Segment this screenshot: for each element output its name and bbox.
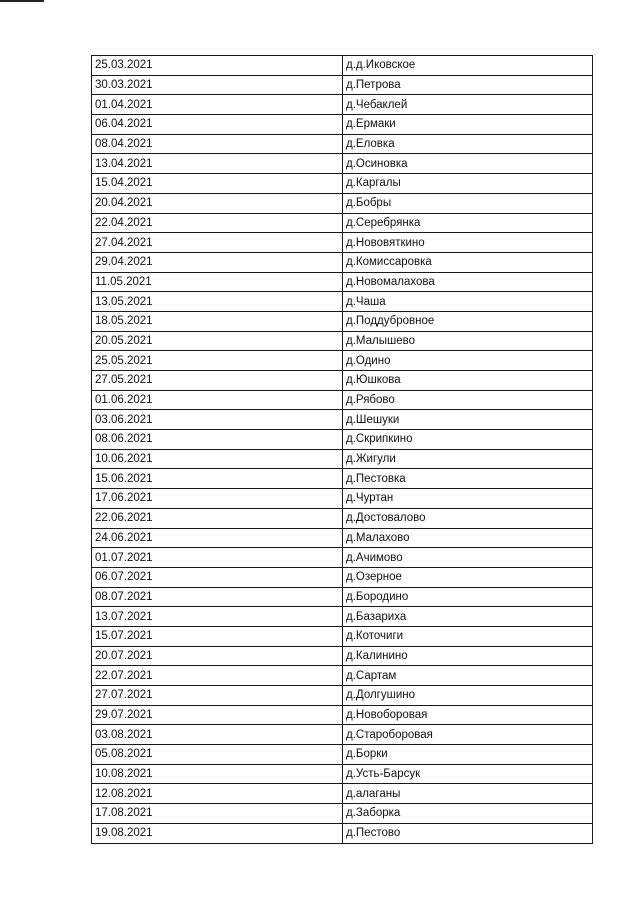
table-row: [92, 430, 593, 450]
village-cell: д.Коточиги: [343, 626, 593, 646]
date-cell: 08.06.2021: [92, 430, 343, 450]
village-cell: д.Заборка: [343, 804, 593, 824]
village-cell: д.Новоборовая: [343, 705, 593, 725]
date-cell: 03.06.2021: [92, 410, 343, 430]
village-cell: д.Ачимово: [343, 548, 593, 568]
date-cell: 13.04.2021: [92, 154, 343, 174]
table-row: [92, 174, 593, 194]
village-cell: д.д.Иковское: [343, 56, 593, 76]
table-row: [92, 508, 593, 528]
table-row: [92, 666, 593, 686]
date-cell: 10.06.2021: [92, 449, 343, 469]
table-row: [92, 489, 593, 509]
table-row: [92, 371, 593, 391]
table-row: [92, 311, 593, 331]
village-cell: д.Рябово: [343, 390, 593, 410]
village-cell: д.Малышево: [343, 331, 593, 351]
village-cell: д.Одино: [343, 351, 593, 371]
date-cell: 20.07.2021: [92, 646, 343, 666]
village-cell: д.Достовалово: [343, 508, 593, 528]
village-cell: д.Новомалахова: [343, 272, 593, 292]
date-cell: 19.08.2021: [92, 823, 343, 843]
table-row: [92, 292, 593, 312]
table-row: [92, 745, 593, 765]
village-cell: д.Староборовая: [343, 725, 593, 745]
village-cell: д.Усть-Барсук: [343, 764, 593, 784]
table-row: [92, 351, 593, 371]
table-row: [92, 686, 593, 706]
table-row: [92, 95, 593, 115]
village-cell: д.Озерное: [343, 567, 593, 587]
table-row: [92, 784, 593, 804]
date-cell: 01.06.2021: [92, 390, 343, 410]
village-cell: д.Чаша: [343, 292, 593, 312]
date-cell: 10.08.2021: [92, 764, 343, 784]
table-row: [92, 449, 593, 469]
date-cell: 15.07.2021: [92, 626, 343, 646]
date-cell: 25.05.2021: [92, 351, 343, 371]
date-cell: 01.04.2021: [92, 95, 343, 115]
village-cell: д.Малахово: [343, 528, 593, 548]
date-cell: 20.05.2021: [92, 331, 343, 351]
date-cell: 24.06.2021: [92, 528, 343, 548]
village-cell: д.Бобры: [343, 193, 593, 213]
table-row: [92, 705, 593, 725]
table-row: [92, 646, 593, 666]
village-cell: д.Поддубровное: [343, 311, 593, 331]
date-cell: 22.06.2021: [92, 508, 343, 528]
date-cell: 20.04.2021: [92, 193, 343, 213]
scan-edge-mark: [0, 0, 44, 2]
date-cell: 12.08.2021: [92, 784, 343, 804]
table-row: [92, 56, 593, 76]
village-cell: д.Бородино: [343, 587, 593, 607]
village-cell: д.Скрипкино: [343, 430, 593, 450]
date-cell: 17.06.2021: [92, 489, 343, 509]
date-cell: 29.04.2021: [92, 252, 343, 272]
table-row: [92, 548, 593, 568]
table-row: [92, 410, 593, 430]
village-cell: д.Шешуки: [343, 410, 593, 430]
table-row: [92, 272, 593, 292]
table-row: [92, 804, 593, 824]
table-row: [92, 607, 593, 627]
table-row: [92, 823, 593, 843]
table-row: [92, 115, 593, 135]
date-cell: 05.08.2021: [92, 745, 343, 765]
date-cell: 08.07.2021: [92, 587, 343, 607]
date-cell: 18.05.2021: [92, 311, 343, 331]
date-cell: 25.03.2021: [92, 56, 343, 76]
table-row: [92, 528, 593, 548]
village-cell: д.Жигули: [343, 449, 593, 469]
date-cell: 15.04.2021: [92, 174, 343, 194]
date-cell: 27.07.2021: [92, 686, 343, 706]
village-cell: д.Комиссаровка: [343, 252, 593, 272]
table-row: [92, 252, 593, 272]
village-cell: д.Петрова: [343, 75, 593, 95]
table-row: [92, 75, 593, 95]
table-row: [92, 567, 593, 587]
table-row: [92, 213, 593, 233]
schedule-table: [91, 55, 593, 844]
date-cell: 27.04.2021: [92, 233, 343, 253]
village-cell: д.Пестовка: [343, 469, 593, 489]
date-cell: 27.05.2021: [92, 371, 343, 391]
village-cell: д.Чуртан: [343, 489, 593, 509]
date-cell: 15.06.2021: [92, 469, 343, 489]
date-cell: 06.07.2021: [92, 567, 343, 587]
village-cell: д.Сартам: [343, 666, 593, 686]
date-cell: 29.07.2021: [92, 705, 343, 725]
village-cell: д.Серебрянка: [343, 213, 593, 233]
village-cell: д.Юшкова: [343, 371, 593, 391]
village-cell: д.Осиновка: [343, 154, 593, 174]
village-cell: д.Борки: [343, 745, 593, 765]
table-row: [92, 390, 593, 410]
village-cell: д.Каргалы: [343, 174, 593, 194]
village-cell: д.Ермаки: [343, 115, 593, 135]
table-row: [92, 626, 593, 646]
date-cell: 22.07.2021: [92, 666, 343, 686]
table-row: [92, 587, 593, 607]
village-cell: д.Пестово: [343, 823, 593, 843]
date-cell: 13.07.2021: [92, 607, 343, 627]
village-cell: д.алаганы: [343, 784, 593, 804]
date-cell: 22.04.2021: [92, 213, 343, 233]
table-row: [92, 134, 593, 154]
village-cell: д.Базариха: [343, 607, 593, 627]
village-cell: д.Еловка: [343, 134, 593, 154]
date-cell: 13.05.2021: [92, 292, 343, 312]
table-row: [92, 331, 593, 351]
date-cell: 01.07.2021: [92, 548, 343, 568]
table-row: [92, 154, 593, 174]
village-cell: д.Долгушино: [343, 686, 593, 706]
date-cell: 08.04.2021: [92, 134, 343, 154]
table-row: [92, 764, 593, 784]
date-cell: 06.04.2021: [92, 115, 343, 135]
date-cell: 03.08.2021: [92, 725, 343, 745]
table-row: [92, 469, 593, 489]
table-row: [92, 193, 593, 213]
village-cell: д.Нововяткино: [343, 233, 593, 253]
village-cell: д.Калинино: [343, 646, 593, 666]
table-row: [92, 233, 593, 253]
date-cell: 11.05.2021: [92, 272, 343, 292]
date-cell: 17.08.2021: [92, 804, 343, 824]
date-cell: 30.03.2021: [92, 75, 343, 95]
schedule-table-body: [92, 56, 593, 844]
table-row: [92, 725, 593, 745]
village-cell: д.Чебаклей: [343, 95, 593, 115]
